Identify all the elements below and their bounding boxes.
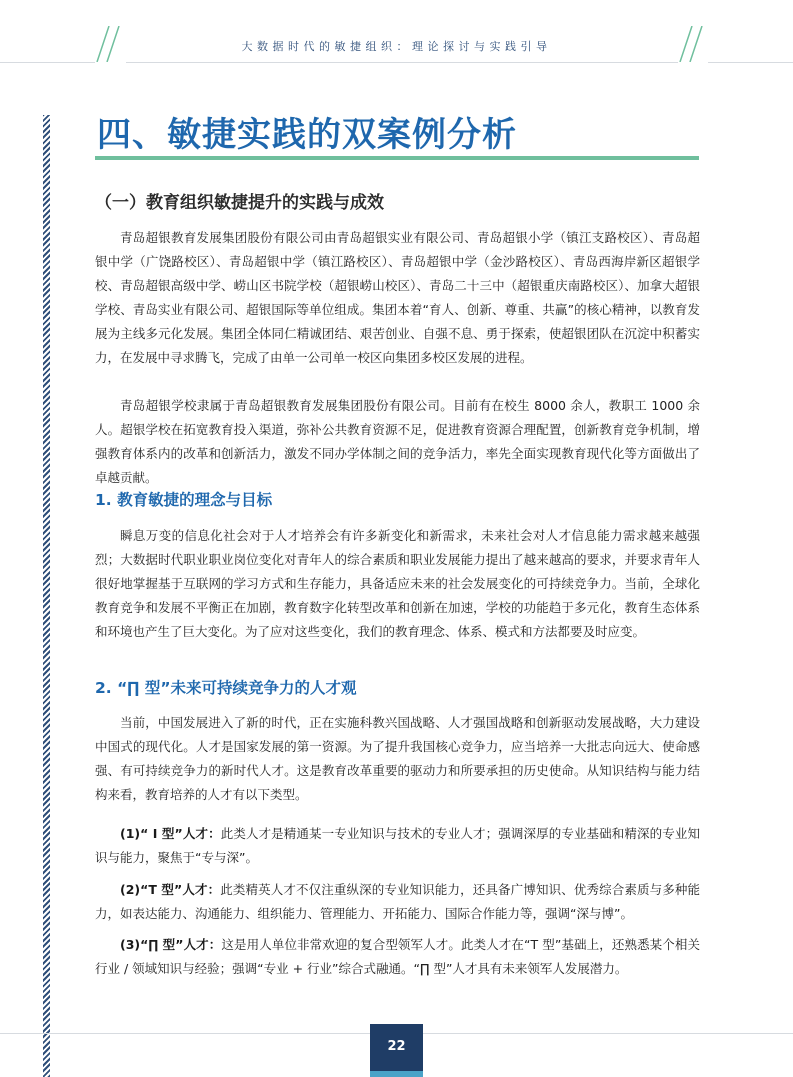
- talent-type-text: 此类人才是精通某一专业知识与技术的专业人才；强调深厚的专业基础和精深的专业知识与能力，聚焦于“专与深”。: [95, 826, 700, 865]
- paragraph-talent-intro: 当前，中国发展进入了新的时代，正在实施科教兴国战略、人才强国战略和创新驱动发展战略，大力建设中国式的现代化。人才是国家发展的第一资源。为了提升我国核心竞争力，应当培养一大批志向远大、使命感强、有可持续竞争力的新时代人才。这是教育改革重要的驱动力和所要承担的历史使命。从知识结构与能力结构来看，教育培养的人才有以下类型。: [95, 715, 700, 802]
- talent-type-label: (3)“∏ 型”人才：: [120, 937, 222, 952]
- title-underline: [95, 156, 699, 160]
- page-number-accent: [370, 1071, 423, 1077]
- talent-type-label: (1)“ I 型”人才：: [120, 826, 221, 841]
- paragraph-group-intro: 青岛超银教育发展集团股份有限公司由青岛超银实业有限公司、青岛超银小学（镇江支路校区）、青岛超银中学（广饶路校区）、青岛超银中学（镇江路校区）、青岛超银中学（金沙路校区）、青岛西海岸新区超银学校、青岛超银高级中学、崂山区书院学校（超银崂山校区）、青岛二十三中（超银重庆南路校区）、加拿大超银学校、青岛实业有限公司、超银国际等单位组成。集团本着“育人、创新、尊重、共赢”的核心精神，以教育发展为主线多元化发展。集团全体同仁精诚团结、艰苦创业、自强不息、勇于探索，使超银团队在沉淀中积蓄实力，在发展中寻求腾飞，完成了由单一公司单一校区向集团多校区发展的进程。: [95, 230, 700, 365]
- running-header-title: 大数据时代的敏捷组织：理论探讨与实践引导: [241, 40, 552, 53]
- talent-type-t: [95, 878, 700, 926]
- paragraph-agility-concept: 瞬息万变的信息化社会对于人才培养会有许多新变化和新需求，未来社会对人才信息能力需求越来越强烈；大数据时代职业职业岗位变化对青年人的综合素质和职业发展能力提出了越来越高的要求，并要求青年人很好地掌握基于互联网的学习方式和生存能力，具备适应未来的社会发展变化的可持续竞争力。当前，全球化教育竞争和发展不平衡正在加剧，教育数字化转型改革和创新在加速，学校的功能趋于多元化，教育生态体系和环境也产生了巨大变化。为了应对这些变化，我们的教育理念、体系、模式和方法都要及时应变。: [95, 528, 700, 639]
- talent-type-text: 这是用人单位非常欢迎的复合型领军人才。此类人才在“T 型”基础上，还熟悉某个相关行业 / 领域知识与经验；强调“专业 + 行业”综合式融通。“∏ 型”人才具有未来领军人发展潜力。: [95, 937, 701, 976]
- paragraph-school-intro: 青岛超银学校隶属于青岛超银教育发展集团股份有限公司。目前有在校生 8000 余人，教职工 1000 余人。超银学校在拓宽教育投入渠道，弥补公共教育资源不足，促进教育资源合理配置，创新教育竞争机制，增强教育体系内的改革和创新活力，激发不同办学体制之间的竞争活力，率先全面实现教育现代化等方面做出了卓越贡献。: [95, 398, 700, 485]
- talent-type-label: (2)“T 型”人才：: [120, 882, 221, 897]
- header-divider: [126, 62, 678, 63]
- page-number-box: [370, 1024, 423, 1077]
- heading-education-agility: 1. 教育敏捷的理念与目标: [95, 491, 273, 509]
- section-title: 四、敏捷实践的双案例分析: [97, 115, 517, 155]
- talent-type-pi: [95, 933, 700, 981]
- talent-type-i: [95, 822, 700, 870]
- heading-talent-view: 2. “∏ 型”未来可持续竞争力的人才观: [95, 679, 357, 697]
- page-header: [0, 0, 793, 62]
- footer-divider: [0, 1033, 370, 1034]
- header-divider: [708, 62, 793, 63]
- page-number: 22: [387, 1039, 406, 1054]
- footer-divider: [423, 1033, 793, 1034]
- double-slash-icon: [678, 26, 706, 62]
- talent-type-text: 此类精英人才不仅注重纵深的专业知识能力，还具备广博知识、优秀综合素质与多种能力，如表达能力、沟通能力、组织能力、管理能力、开拓能力、国际合作能力等，强调“深与博”。: [95, 882, 700, 921]
- subsection-heading: （一）教育组织敏捷提升的实践与成效: [95, 193, 384, 213]
- decorative-side-stripe: [43, 115, 50, 1077]
- header-divider: [0, 62, 95, 63]
